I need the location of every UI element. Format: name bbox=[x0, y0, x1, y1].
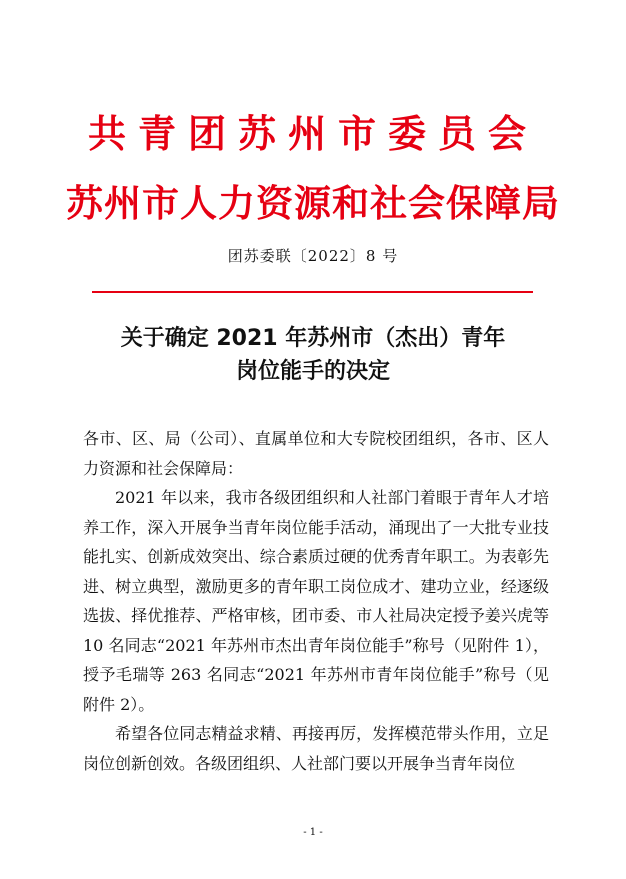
document-body bbox=[83, 424, 549, 778]
red-separator-line bbox=[92, 291, 533, 293]
document-title-line-2: 岗位能手的决定 bbox=[235, 359, 390, 384]
body-paragraph: 2021 年以来，我市各级团组织和人社部门着眼于青年人才培养工作，深入开展争当青年岗位能手活动，涌现出了一大批专业技能扎实、创新成效突出、综合素质过硬的优秀青年职工。为表彰先进、树立典型，激励更多的青年职工岗位成才、建功立业，经逐级选拔、择优推荐、严格审核，团市委、市人社局决定授予姜兴虎等 10 名同志“2021 年苏州市杰出青年岗位能手”称号（见附件 1），授予毛瑞等 263 名同志“2021 年苏州市青年岗位能手”称号（见附件 2）。 bbox=[83, 488, 549, 714]
document-number: 团苏委联〔2022〕8 号 bbox=[227, 247, 399, 265]
body-paragraph: 希望各位同志精益求精、再接再厉，发挥模范带头作用，立足岗位创新创效。各级团组织、人社部门要以开展争当青年岗位 bbox=[83, 724, 549, 773]
document-title bbox=[0, 322, 626, 388]
document-title-line-1: 关于确定 2021 年苏州市（杰出）青年 bbox=[120, 326, 506, 351]
page-number: - 1 - bbox=[303, 827, 323, 838]
issuer-name-youth-league: 共青团苏州市委员会 bbox=[87, 112, 538, 156]
issuer-name-hr-bureau: 苏州市人力资源和社会保障局 bbox=[66, 182, 560, 225]
salutation: 各市、区、局（公司）、直属单位和大专院校团组织，各市、区人力资源和社会保障局： bbox=[83, 429, 549, 478]
